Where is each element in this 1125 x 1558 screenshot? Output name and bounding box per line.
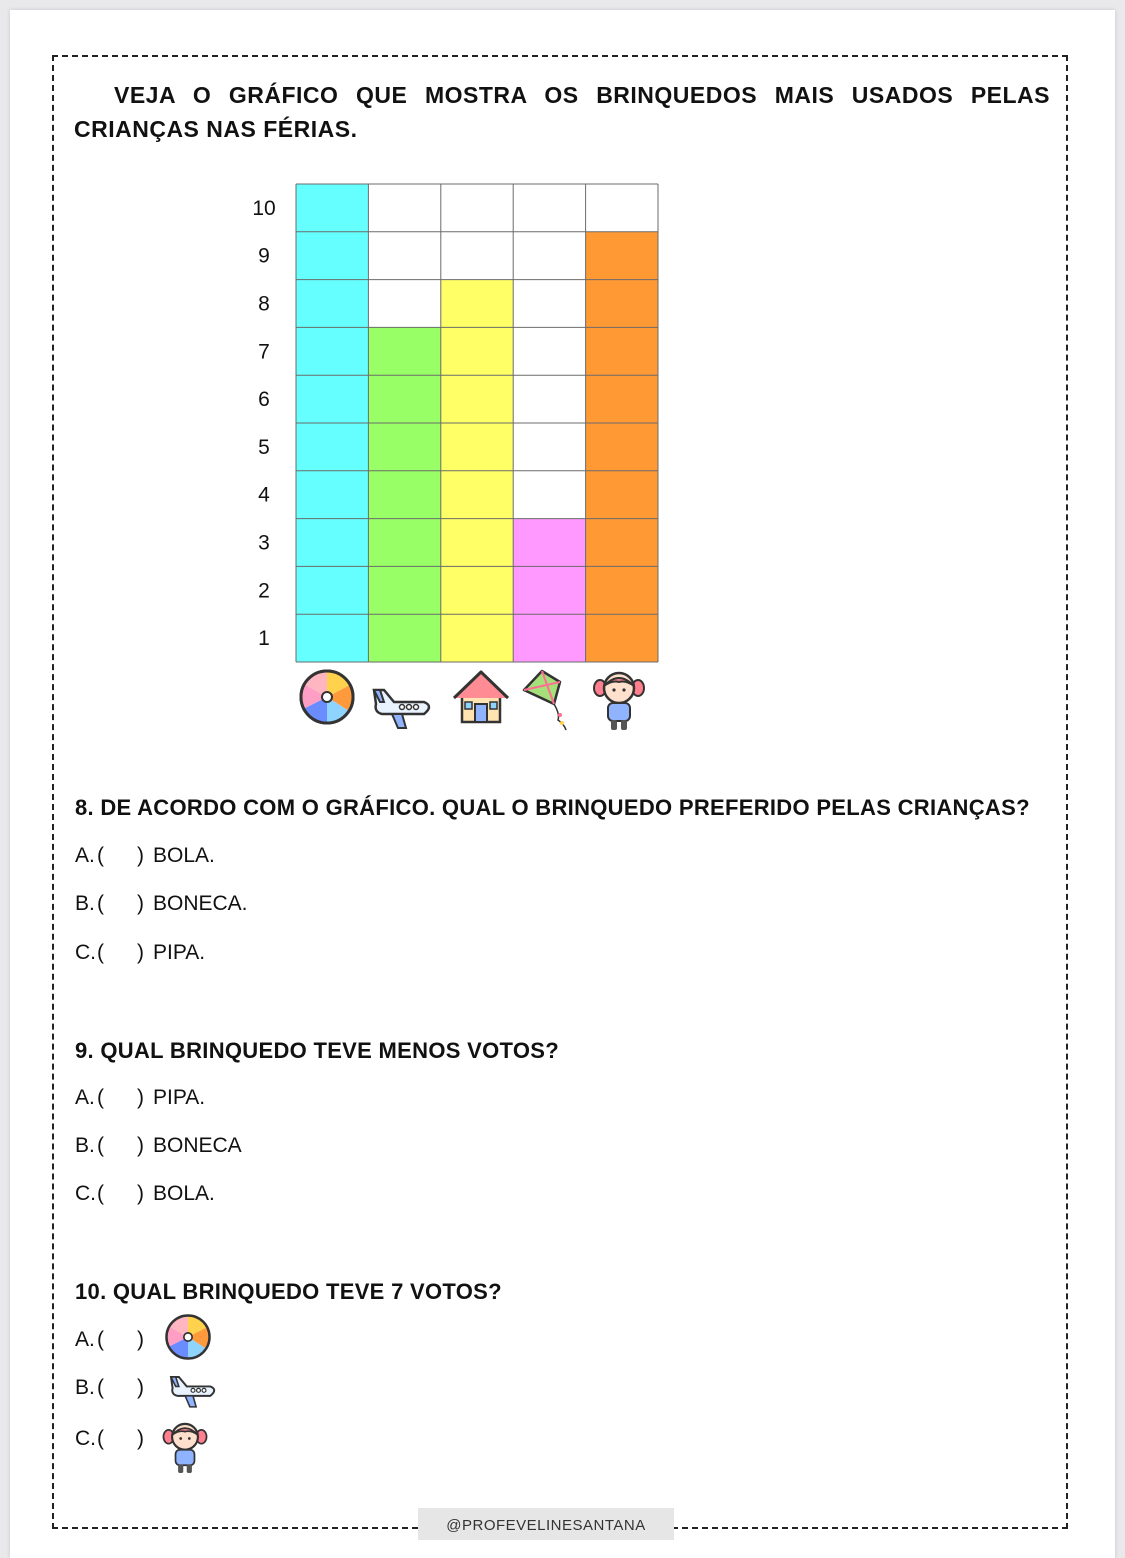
option-text: BONECA — [153, 1134, 242, 1157]
option-letter: B. — [75, 1134, 95, 1157]
question-10-option-a[interactable] — [75, 1328, 153, 1352]
option-text: BOLA. — [153, 1182, 215, 1205]
answer-box-open: ( — [97, 844, 104, 867]
option-letter: C. — [75, 1182, 96, 1205]
question-10-option-b[interactable] — [75, 1376, 153, 1400]
question-9-option-c[interactable] — [75, 1182, 215, 1206]
question-10-title: 10. QUAL BRINQUEDO TEVE 7 VOTOS? — [75, 1279, 502, 1304]
answer-box-open: ( — [97, 941, 104, 964]
answer-box-close: ) — [137, 1086, 144, 1109]
option-text: BOLA. — [153, 844, 215, 867]
intro-text: VEJA O GRÁFICO QUE MOSTRA OS BRINQUEDOS MAIS USADOS PELAS CRIANÇAS NAS FÉRIAS. — [74, 82, 1050, 142]
bar-doll — [586, 232, 658, 662]
y-tick-label: 10 — [252, 196, 276, 220]
chart-svg — [240, 180, 680, 680]
question-8-option-a[interactable] — [75, 844, 215, 868]
question-9-title: 9. QUAL BRINQUEDO TEVE MENOS VOTOS? — [75, 1038, 559, 1063]
ball-icon — [164, 1313, 212, 1361]
airplane-icon — [160, 1366, 226, 1410]
doll-icon — [160, 1418, 210, 1478]
y-tick-label: 2 — [258, 579, 270, 603]
doll-icon — [590, 668, 648, 734]
option-letter: A. — [75, 1086, 95, 1109]
ball-icon — [298, 668, 356, 726]
answer-box-open: ( — [97, 892, 104, 915]
option-text: BONECA. — [153, 892, 248, 915]
author-watermark: @PROFEVELINESANTANA — [418, 1508, 674, 1540]
y-tick-label: 4 — [258, 483, 270, 507]
answer-box-open: ( — [97, 1182, 104, 1205]
y-tick-label: 1 — [258, 627, 270, 651]
option-letter: B. — [75, 1376, 95, 1399]
question-9-option-a[interactable] — [75, 1086, 205, 1110]
question-8-option-c[interactable] — [75, 941, 205, 965]
answer-box-open: ( — [97, 1134, 104, 1157]
answer-box-open: ( — [97, 1427, 104, 1450]
answer-box-close: ) — [137, 844, 144, 867]
answer-box-close: ) — [137, 941, 144, 964]
option-text: PIPA. — [153, 941, 206, 964]
airplane-icon — [368, 676, 436, 732]
house-icon — [450, 666, 512, 726]
bar-airplane — [368, 327, 440, 662]
option-text: PIPA. — [153, 1086, 206, 1109]
y-tick-label: 7 — [258, 340, 270, 364]
y-tick-label: 9 — [258, 244, 270, 268]
answer-box-close: ) — [137, 892, 144, 915]
answer-box-open: ( — [97, 1328, 104, 1351]
y-tick-label: 3 — [258, 531, 270, 555]
option-letter: C. — [75, 1427, 96, 1450]
question-9-option-b[interactable] — [75, 1134, 242, 1158]
answer-box-close: ) — [137, 1134, 144, 1157]
answer-box-open: ( — [97, 1376, 104, 1399]
answer-box-open: ( — [97, 1086, 104, 1109]
answer-box-close: ) — [137, 1328, 144, 1351]
question-8-option-b[interactable] — [75, 892, 248, 916]
question-10-option-c[interactable] — [75, 1427, 153, 1451]
answer-box-close: ) — [137, 1376, 144, 1399]
option-letter: A. — [75, 1328, 95, 1351]
answer-box-close: ) — [137, 1182, 144, 1205]
y-tick-label: 5 — [258, 435, 270, 459]
kite-icon — [520, 668, 578, 732]
y-tick-label: 6 — [258, 388, 270, 412]
option-letter: B. — [75, 892, 95, 915]
bar-chart — [240, 180, 680, 740]
answer-box-close: ) — [137, 1427, 144, 1450]
bar-kite — [513, 519, 585, 662]
question-8-title: 8. DE ACORDO COM O GRÁFICO. QUAL O BRINQUEDO PREFERIDO PELAS CRIANÇAS? — [75, 795, 1030, 820]
option-letter: A. — [75, 844, 95, 867]
y-tick-label: 8 — [258, 292, 270, 316]
option-letter: C. — [75, 941, 96, 964]
